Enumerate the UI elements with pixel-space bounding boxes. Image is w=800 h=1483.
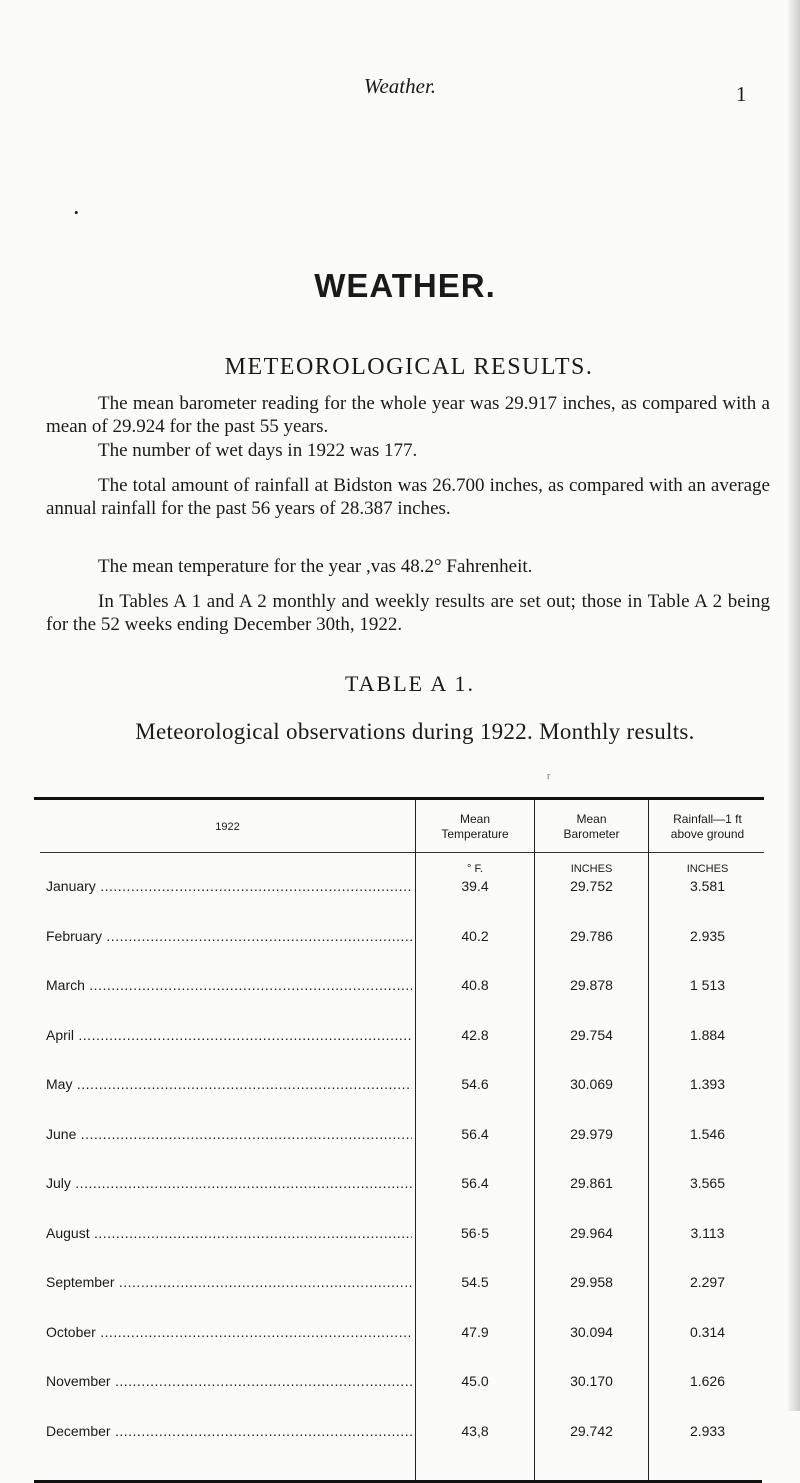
temperature-cell: 43,8 bbox=[461, 1423, 489, 1439]
barometer-cell: 29.979 bbox=[570, 1126, 613, 1142]
month-cell: May ..... bbox=[46, 1076, 412, 1092]
temperature-header bbox=[416, 812, 534, 842]
header-line: Mean bbox=[576, 812, 607, 826]
barometer-cell: 29.742 bbox=[570, 1423, 613, 1439]
temperature-cell: 54.6 bbox=[461, 1076, 489, 1092]
month-cell: November ..... bbox=[46, 1373, 412, 1389]
rainfall-cell: 1.626 bbox=[689, 1373, 726, 1389]
table-title: TABLE A 1. bbox=[344, 671, 476, 696]
table-top-rule bbox=[34, 797, 764, 800]
rainfall-cell: 1.546 bbox=[689, 1126, 726, 1142]
header-line: Temperature bbox=[441, 827, 509, 841]
page-title: WEATHER. bbox=[314, 267, 496, 304]
year-header: 1922 bbox=[215, 821, 240, 833]
temperature-unit: ° F. bbox=[466, 863, 483, 875]
rainfall-cell: 2.935 bbox=[689, 928, 726, 944]
table-row bbox=[0, 1373, 800, 1395]
temperature-cell: 56.4 bbox=[461, 1175, 489, 1191]
month-cell: March ..... bbox=[46, 977, 412, 993]
header-line: above ground bbox=[670, 827, 745, 841]
table-row bbox=[0, 1423, 800, 1445]
barometer-cell: 30.069 bbox=[570, 1076, 613, 1092]
paragraph-temperature: The mean temperature for the year ,vas 48.2° Fahrenheit. bbox=[98, 556, 533, 577]
table-caption: Meteorological observations during 1922. Monthly results. bbox=[135, 719, 695, 744]
header-line: Barometer bbox=[563, 827, 620, 841]
temperature-cell: 42.8 bbox=[461, 1027, 489, 1043]
month-cell: July ..... bbox=[46, 1175, 412, 1191]
rainfall-header bbox=[649, 812, 766, 842]
rainfall-cell: 2.297 bbox=[689, 1274, 726, 1290]
table-row bbox=[0, 1274, 800, 1296]
temperature-cell: 56·5 bbox=[460, 1225, 490, 1241]
table-row bbox=[0, 1175, 800, 1197]
rainfall-cell: 3.113 bbox=[690, 1225, 725, 1241]
stray-mark: r bbox=[547, 771, 551, 782]
header-line: Rainfall—1 ft bbox=[673, 812, 742, 826]
table-row bbox=[0, 928, 800, 950]
barometer-cell: 29.754 bbox=[570, 1027, 613, 1043]
temperature-cell: 47.9 bbox=[461, 1324, 489, 1340]
month-cell: February ..... bbox=[46, 928, 412, 944]
rainfall-cell: 0.314 bbox=[689, 1324, 726, 1340]
table-row bbox=[0, 1324, 800, 1346]
table-header-rule bbox=[40, 852, 764, 853]
rainfall-cell: 3.565 bbox=[689, 1175, 726, 1191]
barometer-cell: 29.786 bbox=[570, 928, 613, 944]
temperature-cell: 45.0 bbox=[461, 1373, 489, 1389]
paragraph-barometer: The mean barometer reading for the whole year was 29.917 inches, as compared with a mean of 29.924 for the past 55 years. bbox=[46, 393, 770, 437]
temperature-cell: 40.2 bbox=[461, 928, 489, 944]
rainfall-cell: 1.884 bbox=[689, 1027, 726, 1043]
table-row bbox=[0, 1225, 800, 1247]
month-cell: June ..... bbox=[46, 1126, 412, 1142]
paragraph-rainfall: The total amount of rainfall at Bidston was 26.700 inches, as compared with an average annual rainfall for the past 56 years of 28.387 inches. bbox=[46, 475, 770, 519]
page-edge-shadow bbox=[786, 0, 800, 1411]
table-row bbox=[0, 1126, 800, 1148]
temperature-cell: 40.8 bbox=[461, 977, 489, 993]
month-cell: April ..... bbox=[46, 1027, 412, 1043]
temperature-cell: 54.5 bbox=[461, 1274, 489, 1290]
barometer-cell: 29.964 bbox=[570, 1225, 613, 1241]
month-cell: January ..... bbox=[46, 878, 412, 894]
rainfall-cell: 3.581 bbox=[689, 878, 726, 894]
table-row bbox=[0, 977, 800, 999]
barometer-cell: 29.878 bbox=[570, 977, 613, 993]
page-number: 1 bbox=[736, 82, 747, 106]
paragraph-tables-note: In Tables A 1 and A 2 monthly and weekly results are set out; those in Table A 2 being for the 52 weeks ending December 30th, 1922. bbox=[46, 591, 770, 635]
rainfall-cell: 1 513 bbox=[689, 977, 726, 993]
table-row bbox=[0, 1027, 800, 1049]
rainfall-unit: INCHES bbox=[686, 863, 729, 875]
header-line: Mean bbox=[459, 812, 491, 826]
barometer-header bbox=[535, 812, 648, 842]
month-cell: September ..... bbox=[46, 1274, 412, 1290]
running-head: Weather. bbox=[363, 74, 437, 98]
barometer-cell: 29.752 bbox=[570, 878, 613, 894]
table-row bbox=[0, 1076, 800, 1098]
bullet-mark: • bbox=[74, 205, 79, 220]
section-subtitle: METEOROLOGICAL RESULTS. bbox=[224, 354, 594, 380]
paragraph-wet-days: The number of wet days in 1922 was 177. bbox=[98, 440, 418, 461]
rainfall-cell: 2.933 bbox=[689, 1423, 726, 1439]
rainfall-cell: 1.393 bbox=[689, 1076, 726, 1092]
barometer-unit: INCHES bbox=[570, 863, 613, 875]
barometer-cell: 29.861 bbox=[570, 1175, 613, 1191]
barometer-cell: 30.094 bbox=[570, 1324, 613, 1340]
month-cell: December ..... bbox=[46, 1423, 412, 1439]
month-cell: August ..... bbox=[46, 1225, 412, 1241]
temperature-cell: 39.4 bbox=[461, 878, 489, 894]
table-row bbox=[0, 878, 800, 900]
temperature-cell: 56.4 bbox=[461, 1126, 489, 1142]
barometer-cell: 29.958 bbox=[570, 1274, 613, 1290]
month-cell: October ..... bbox=[46, 1324, 412, 1340]
barometer-cell: 30.170 bbox=[570, 1373, 613, 1389]
